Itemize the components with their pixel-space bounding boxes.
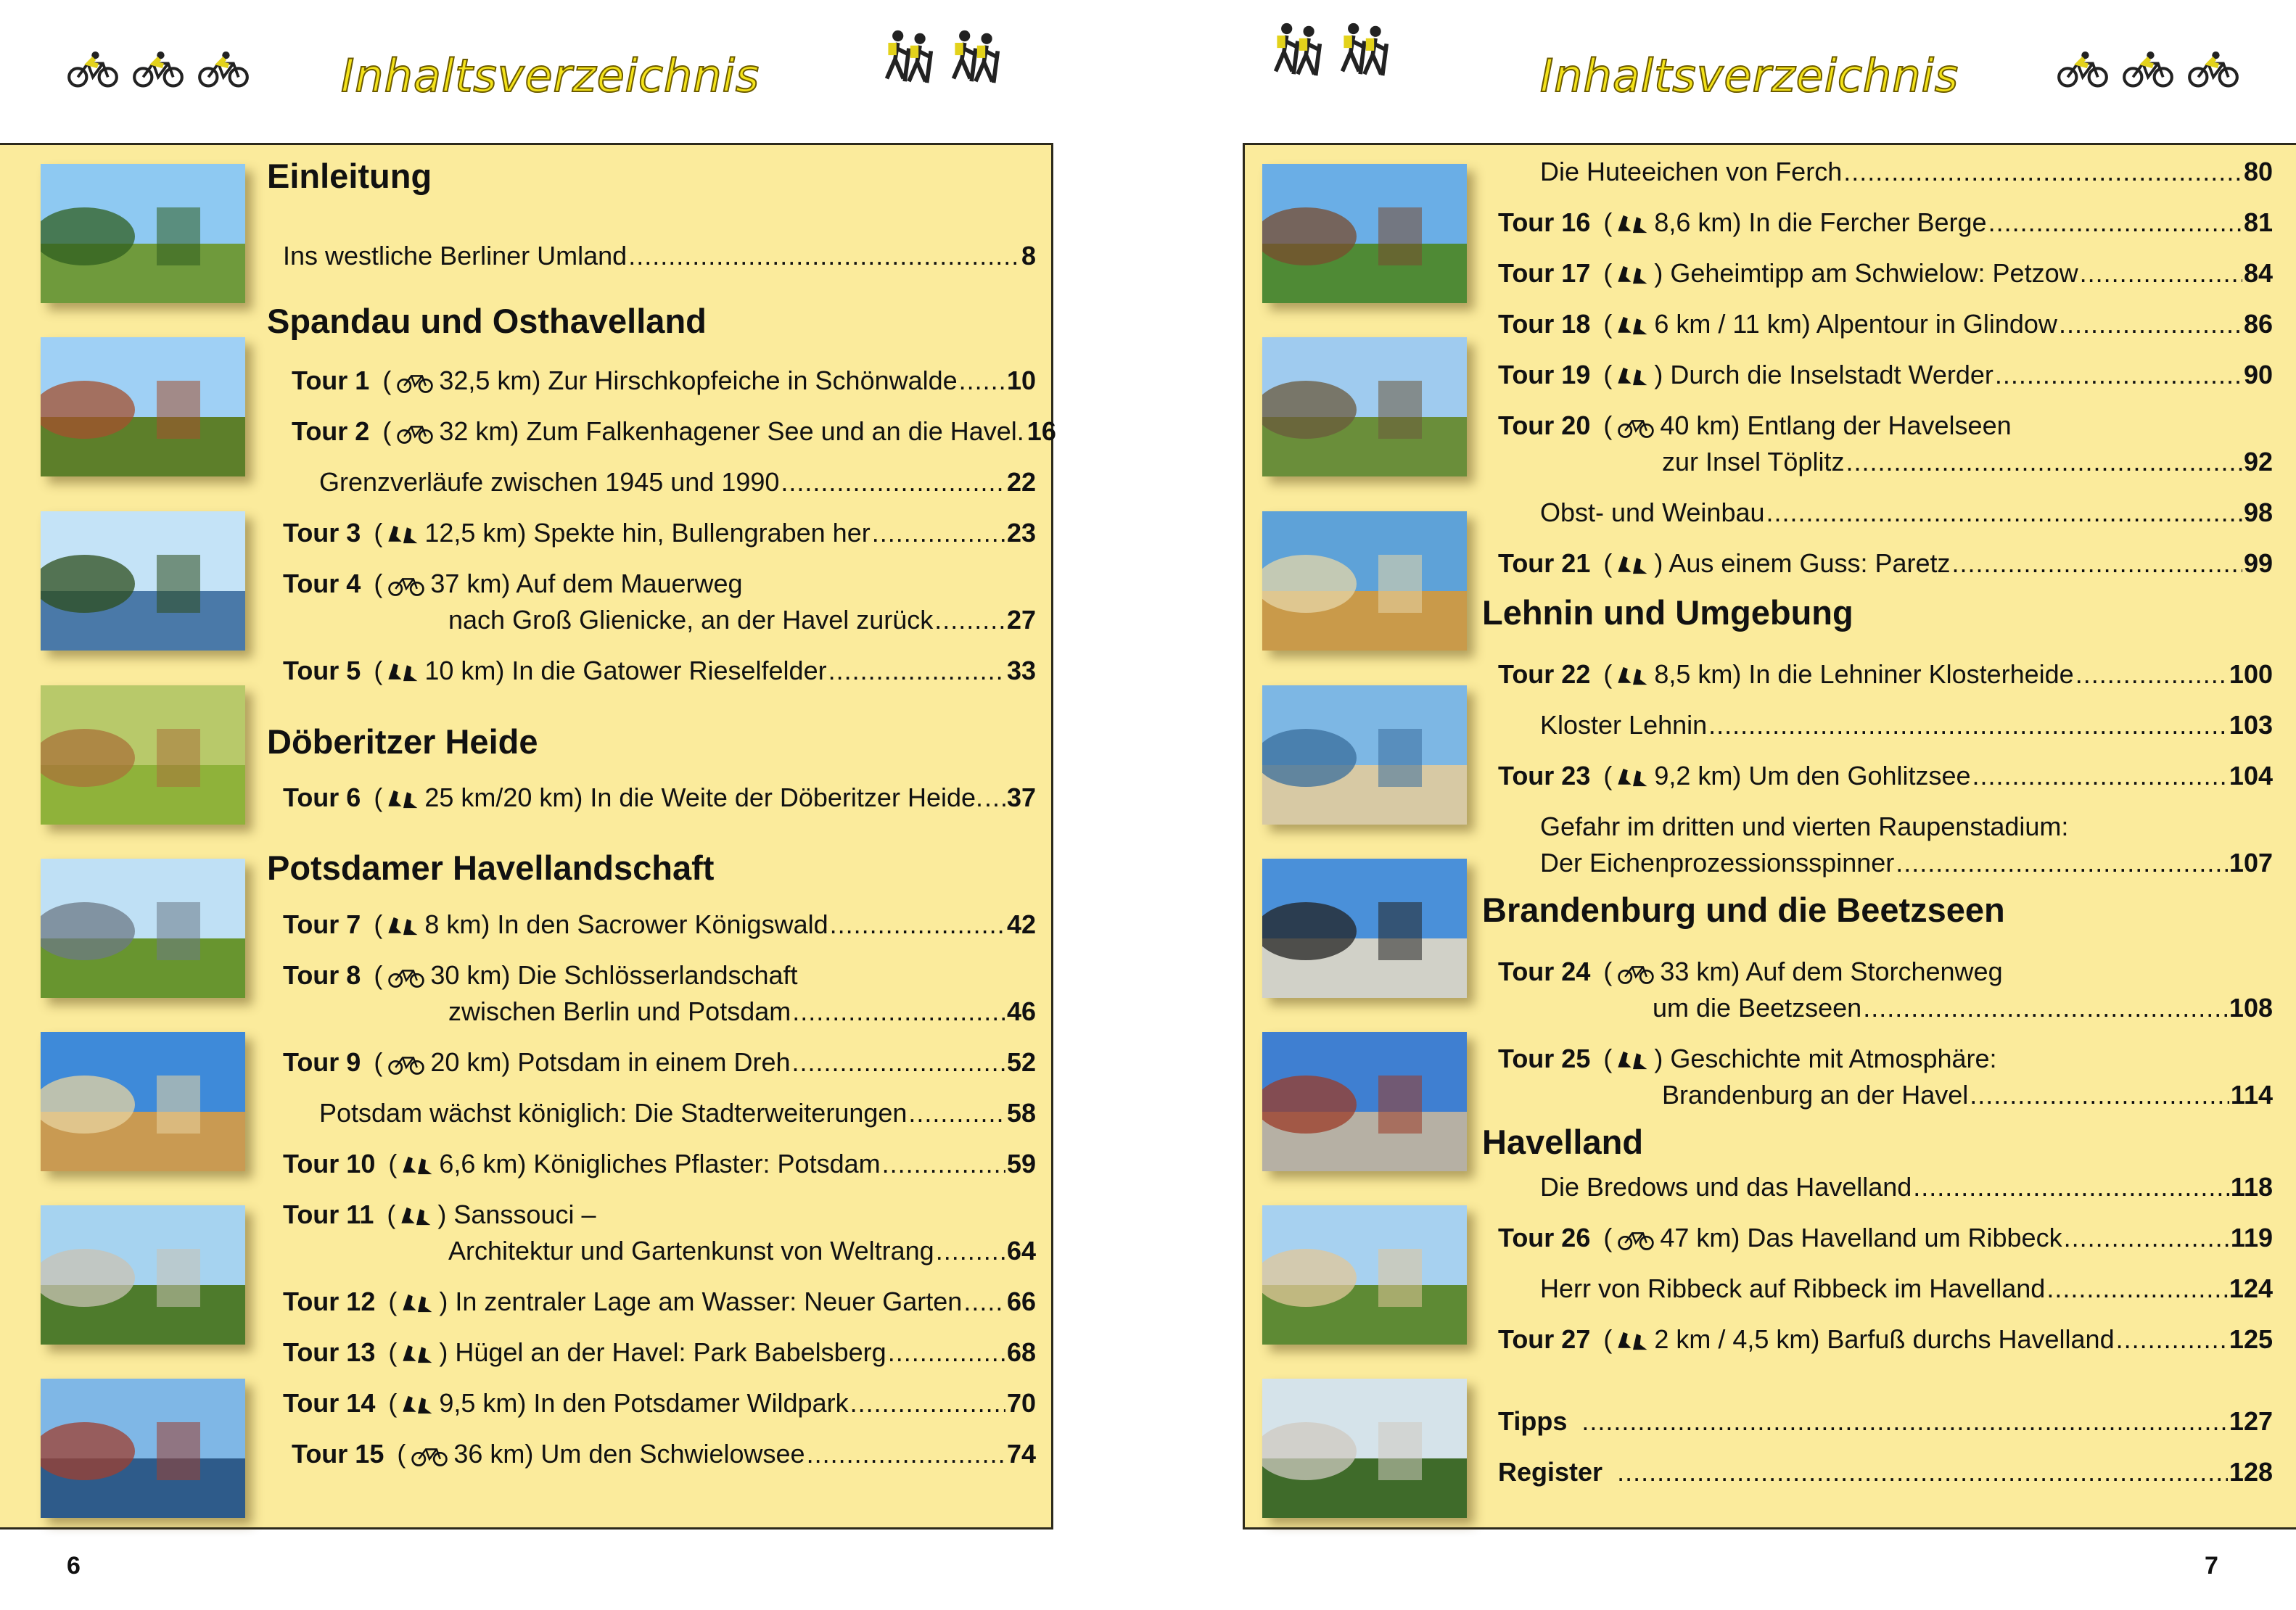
lake-sailboat-bench-photo	[41, 511, 245, 651]
tour-label: Tour 10	[283, 1149, 376, 1178]
dot-leader	[882, 1146, 1005, 1182]
hiking-boots-icon	[397, 1334, 439, 1371]
page-ref: 37	[1006, 783, 1036, 812]
dot-leader	[872, 515, 1005, 551]
mode-open-paren: (	[1603, 207, 1613, 237]
toc-entry	[1498, 1220, 2273, 1256]
dot-leader	[1766, 495, 2242, 531]
entry-title: um die Beetzseen	[1653, 993, 1862, 1023]
dot-leader	[2064, 1220, 2229, 1256]
toc-entry	[1540, 809, 2273, 845]
entry-title: 6,6 km) Königliches Pflaster: Potsdam	[439, 1149, 881, 1178]
dot-leader	[888, 1334, 1005, 1371]
toc-entry	[1662, 444, 2273, 480]
dot-leader	[792, 994, 1005, 1030]
toc-entry	[1498, 1041, 2273, 1077]
hiking-boots-icon	[397, 1385, 439, 1421]
tour-label: Tour 20	[1498, 410, 1591, 440]
entry-title: 9,5 km) In den Potsdamer Wildpark	[439, 1388, 849, 1418]
page-ref: 52	[1006, 1047, 1036, 1077]
entry-title: Kloster Lehnin	[1540, 710, 1708, 740]
left-hiker-icons	[879, 29, 1003, 84]
page-ref: 114	[2230, 1080, 2273, 1110]
toc-entry	[283, 1334, 1036, 1371]
entry-title: 8 km) In den Sacrower Königswald	[424, 909, 828, 939]
toc-entry	[1540, 845, 2273, 881]
page-ref: 128	[2229, 1457, 2273, 1487]
entry-title: ) Hügel an der Havel: Park Babelsberg	[439, 1337, 886, 1367]
page-ref: 92	[2243, 447, 2273, 476]
entry-title: Die Huteeichen von Ferch	[1540, 157, 1843, 186]
dot-leader	[781, 464, 1005, 500]
manor-house-photo	[1262, 1205, 1467, 1345]
toc-entry	[283, 907, 1036, 943]
section-heading: Lehnin und Umgebung	[1482, 593, 1853, 632]
mode-open-paren: (	[1603, 410, 1613, 440]
entry-title: 6 km / 11 km) Alpentour in Glindow	[1654, 309, 2057, 339]
bridge-river-photo	[41, 859, 245, 998]
right-bike-icons	[2055, 51, 2241, 88]
toc-entry	[448, 602, 1036, 638]
tour-label: Tipps	[1498, 1406, 1568, 1436]
toc-entry	[1540, 1271, 2273, 1307]
hiking-boots-icon	[1612, 1041, 1654, 1077]
toc-panel	[1243, 143, 2296, 1530]
hiker-icon	[946, 29, 1003, 84]
tour-label: Tour 17	[1498, 258, 1591, 288]
bike-icon	[406, 1436, 453, 1472]
entry-title: 32,5 km) Zur Hirschkopfeiche in Schönwalde	[439, 366, 958, 395]
toc-entry	[1498, 656, 2273, 693]
entry-title: 8,5 km) In die Lehniner Klosterheide	[1654, 659, 2074, 689]
left-bike-icons	[65, 51, 251, 88]
mode-open-paren: (	[1603, 309, 1613, 339]
dot-leader	[1995, 357, 2242, 393]
bike-icon	[65, 51, 120, 88]
entry-title: Ins westliche Berliner Umland	[283, 241, 628, 271]
entry-title: Der Eichenprozessionsspinner	[1540, 848, 1895, 878]
entry-title: Obst- und Weinbau	[1540, 498, 1765, 527]
church-tower-photo	[1262, 511, 1467, 651]
toc-entry	[283, 1197, 1036, 1233]
entry-title: 36 km) Um den Schwielowsee	[453, 1439, 805, 1469]
page-number: 6	[67, 1552, 81, 1580]
dot-leader	[1863, 990, 2228, 1026]
mode-open-paren: (	[387, 1200, 396, 1229]
entry-title: nach Groß Glienicke, an der Havel zurück	[448, 605, 934, 635]
page-ref: 118	[2230, 1172, 2273, 1202]
bike-icon	[1612, 1220, 1660, 1256]
toc-entry	[283, 1385, 1036, 1421]
toc-entry	[292, 413, 1056, 450]
tour-label: Tour 9	[283, 1047, 361, 1077]
hiking-boots-icon	[1612, 255, 1654, 292]
mode-open-paren: (	[374, 1047, 383, 1077]
entry-title: 37 km) Auf dem Mauerweg	[430, 569, 743, 598]
toc-entry	[1498, 408, 2273, 444]
dot-leader	[959, 363, 1005, 399]
page-ref: 80	[2243, 157, 2273, 186]
page-ref: 103	[2229, 710, 2273, 740]
entry-title: Gefahr im dritten und vierten Raupenstadium:	[1540, 812, 2069, 841]
entry-title: 20 km) Potsdam in einem Dreh	[430, 1047, 791, 1077]
entry-title: ) Durch die Inselstadt Werder	[1654, 360, 1993, 389]
tour-label: Tour 21	[1498, 548, 1591, 578]
dot-leader	[1972, 758, 2228, 794]
toc-entry	[1662, 1077, 2273, 1113]
entry-title: 25 km/20 km) In die Weite der Döberitzer Heide.	[424, 783, 984, 812]
brandenburg-gate-fountain-photo	[41, 1032, 245, 1171]
mode-open-paren: (	[388, 1149, 398, 1178]
hiker-icon	[879, 29, 936, 84]
hiking-boots-icon	[397, 1284, 439, 1320]
hiking-boots-icon	[382, 515, 424, 551]
tour-label: Tour 5	[283, 656, 361, 685]
tour-label: Tour 26	[1498, 1223, 1591, 1252]
page-ref: 127	[2229, 1406, 2273, 1436]
toc-entry	[292, 363, 1036, 399]
page-ref: 23	[1006, 518, 1036, 548]
toc-entry	[1498, 954, 2273, 990]
toc-entry	[1498, 306, 2273, 342]
dot-leader	[1896, 845, 2228, 881]
dot-leader	[934, 602, 1005, 638]
hiking-boots-icon	[382, 907, 424, 943]
toc-entry	[283, 238, 1036, 274]
section-heading: Einleitung	[267, 157, 432, 195]
entry-title: 47 km) Das Havelland um Ribbeck	[1660, 1223, 2062, 1252]
dot-leader	[1952, 545, 2242, 582]
page-ref: 68	[1006, 1337, 1036, 1367]
page-number: 7	[2205, 1552, 2218, 1580]
toc-entry	[283, 566, 1036, 602]
entry-title: Herr von Ribbeck auf Ribbeck im Havelland	[1540, 1273, 2046, 1303]
page-ref: 99	[2243, 548, 2273, 578]
mode-open-paren: (	[388, 1388, 398, 1418]
page-ref: 46	[1006, 996, 1036, 1026]
bike-icon	[382, 957, 430, 994]
page-ref: 66	[1006, 1287, 1036, 1316]
page-title: Inhaltsverzeichnis	[1540, 49, 1959, 102]
page-ref: 22	[1006, 467, 1036, 497]
page-ref: 16	[1026, 416, 1056, 446]
mode-open-paren: (	[1603, 659, 1613, 689]
hiking-boots-icon	[1612, 656, 1654, 693]
entry-title: 40 km) Entlang der Havelseen	[1660, 410, 2012, 440]
section-heading: Brandenburg und die Beetzseen	[1482, 891, 2005, 929]
toc-entry	[1498, 1403, 2273, 1440]
dot-leader	[830, 907, 1005, 943]
dot-leader	[1617, 1454, 2228, 1490]
entry-title: ) Aus einem Guss: Paretz	[1654, 548, 1951, 578]
sculpture-frame-photo	[1262, 1379, 1467, 1518]
toc-entry	[1540, 154, 2273, 190]
mode-open-paren: (	[1603, 1044, 1613, 1073]
dot-leader	[1581, 1403, 2228, 1440]
page-ref: 124	[2229, 1273, 2273, 1303]
bike-icon	[391, 413, 439, 450]
tour-label: Tour 19	[1498, 360, 1591, 389]
bike-icon	[1612, 408, 1660, 444]
toc-entry	[1540, 707, 2273, 743]
hiking-boots-icon	[1612, 758, 1654, 794]
dot-leader	[1970, 1077, 2229, 1113]
toc-entry	[1540, 495, 2273, 531]
dot-leader	[984, 780, 1005, 816]
hiking-boots-icon	[382, 780, 424, 816]
tour-label: Tour 1	[292, 366, 370, 395]
toc-entry	[283, 957, 1036, 994]
entry-title: 32 km) Zum Falkenhagener See und an die Havel.	[439, 416, 1024, 446]
page-ref: 58	[1006, 1098, 1036, 1128]
dot-leader	[1708, 707, 2228, 743]
entry-title: Die Bredows und das Havelland	[1540, 1172, 1912, 1202]
dot-leader	[1913, 1169, 2229, 1205]
bike-icon	[382, 1044, 430, 1081]
entry-title: ) Geschichte mit Atmosphäre:	[1654, 1044, 1997, 1073]
hiking-boots-icon	[1612, 1321, 1654, 1358]
toc-entry	[1498, 1321, 2273, 1358]
bike-icon	[2186, 51, 2241, 88]
tour-label: Register	[1498, 1457, 1603, 1487]
entry-title: 10 km) In die Gatower Rieselfelder	[424, 656, 827, 685]
page-ref: 70	[1006, 1388, 1036, 1418]
dot-leader	[2080, 255, 2242, 292]
mode-open-paren: (	[374, 656, 383, 685]
tour-label: Tour 6	[283, 783, 361, 812]
page-ref: 8	[1021, 241, 1036, 271]
section-heading: Potsdamer Havellandschaft	[267, 849, 715, 887]
page-title: Inhaltsverzeichnis	[341, 49, 760, 102]
mode-open-paren: (	[1603, 548, 1613, 578]
tour-label: Tour 16	[1498, 207, 1591, 237]
page-ref: 100	[2229, 659, 2273, 689]
dot-leader	[807, 1436, 1005, 1472]
entry-title: ) Geheimtipp am Schwielow: Petzow	[1654, 258, 2078, 288]
entry-title: Architektur und Gartenkunst von Weltrang	[448, 1236, 934, 1266]
page-ref: 119	[2230, 1223, 2273, 1252]
tour-label: Tour 18	[1498, 309, 1591, 339]
dot-leader	[1846, 444, 2242, 480]
page-ref: 81	[2243, 207, 2273, 237]
stork-photo	[1262, 859, 1467, 998]
toc-entry	[1653, 990, 2273, 1026]
hiking-boots-icon	[1612, 205, 1654, 241]
mode-open-paren: (	[1603, 1324, 1613, 1354]
town-square-fountain-photo	[1262, 1032, 1467, 1171]
toc-entry	[1540, 1169, 2273, 1205]
hiking-boots-icon	[397, 1146, 439, 1182]
hiker-icon	[1268, 22, 1325, 77]
couple-bikes-lake-photo	[41, 1379, 245, 1518]
toc-entry	[1498, 357, 2273, 393]
dot-leader	[936, 1233, 1005, 1269]
mode-open-paren: (	[374, 518, 383, 548]
toc-entry	[1498, 255, 2273, 292]
page-ref: 86	[2243, 309, 2273, 339]
tour-label: Tour 22	[1498, 659, 1591, 689]
dot-leader	[628, 238, 1020, 274]
dot-leader	[792, 1044, 1005, 1081]
page-ref: 42	[1006, 909, 1036, 939]
dot-leader	[2075, 656, 2228, 693]
page-ref: 98	[2243, 498, 2273, 527]
lake-jetty-photo	[1262, 685, 1467, 825]
toc-entry	[283, 780, 1036, 816]
dot-leader	[963, 1284, 1005, 1320]
mode-open-paren: (	[374, 960, 383, 990]
toc-entry	[319, 464, 1036, 500]
dot-leader	[828, 653, 1005, 689]
entry-title: 33 km) Auf dem Storchenweg	[1660, 957, 2003, 986]
page-ref: 90	[2243, 360, 2273, 389]
water-tower-photo	[1262, 164, 1467, 303]
page-ref: 104	[2229, 761, 2273, 790]
mode-open-paren: (	[374, 909, 383, 939]
mode-open-paren: (	[382, 416, 392, 446]
dot-leader	[1988, 205, 2242, 241]
entry-title: ) In zentraler Lage am Wasser: Neuer Garten	[439, 1287, 963, 1316]
entry-title: ) Sanssouci –	[437, 1200, 596, 1229]
page-ref: 125	[2229, 1324, 2273, 1354]
hiking-boots-icon	[1612, 545, 1654, 582]
right-page	[1148, 0, 2296, 1610]
mode-open-paren: (	[1603, 258, 1613, 288]
page-ref: 84	[2243, 258, 2273, 288]
entry-title: 9,2 km) Um den Gohlitzsee	[1654, 761, 1971, 790]
tour-label: Tour 3	[283, 518, 361, 548]
cyclist-lake-photo	[41, 164, 245, 303]
tour-label: Tour 12	[283, 1287, 376, 1316]
horse-meadow-photo	[41, 685, 245, 825]
tour-label: Tour 14	[283, 1388, 376, 1418]
tour-label: Tour 7	[283, 909, 361, 939]
toc-entry	[283, 1044, 1036, 1081]
page-ref: 107	[2229, 848, 2273, 878]
toc-entry	[448, 1233, 1036, 1269]
sanssouci-park-photo	[41, 1205, 245, 1345]
mode-open-paren: (	[388, 1287, 398, 1316]
dot-leader	[850, 1385, 1005, 1421]
mode-open-paren: (	[1603, 957, 1613, 986]
dot-leader	[2059, 306, 2242, 342]
mode-open-paren: (	[397, 1439, 406, 1469]
tour-label: Tour 25	[1498, 1044, 1591, 1073]
entry-title: 30 km) Die Schlösserlandschaft	[430, 960, 798, 990]
page-ref: 74	[1006, 1439, 1036, 1469]
entry-title: 2 km / 4,5 km) Barfuß durchs Havelland	[1654, 1324, 2115, 1354]
mode-open-paren: (	[374, 569, 383, 598]
toc-entry	[1498, 1454, 2273, 1490]
section-heading: Havelland	[1482, 1123, 1644, 1161]
page-ref: 10	[1006, 366, 1036, 395]
bike-icon	[382, 566, 430, 602]
tour-label: Tour 24	[1498, 957, 1591, 986]
toc-entry	[1498, 545, 2273, 582]
mode-open-paren: (	[1603, 761, 1613, 790]
hiking-boots-icon	[382, 653, 424, 689]
tour-label: Tour 15	[292, 1439, 384, 1469]
tour-label: Tour 27	[1498, 1324, 1591, 1354]
bike-icon	[2120, 51, 2176, 88]
right-hiker-icons	[1268, 22, 1391, 77]
tour-label: Tour 2	[292, 416, 370, 446]
dot-leader	[1843, 154, 2242, 190]
mode-open-paren: (	[374, 783, 383, 812]
mode-open-paren: (	[382, 366, 392, 395]
dot-leader	[2046, 1271, 2228, 1307]
hiking-boots-icon	[395, 1197, 437, 1233]
page-ref: 64	[1006, 1236, 1036, 1266]
timber-house-cyclist-photo	[41, 337, 245, 476]
toc-entry	[283, 1284, 1036, 1320]
tour-label: Tour 4	[283, 569, 361, 598]
entry-title: zwischen Berlin und Potsdam	[448, 996, 791, 1026]
toc-panel	[0, 143, 1056, 1530]
tour-label: Tour 23	[1498, 761, 1591, 790]
dot-leader	[908, 1095, 1005, 1131]
page-ref: 59	[1006, 1149, 1036, 1178]
bike-icon	[196, 51, 251, 88]
toc-entry	[283, 515, 1036, 551]
section-heading: Döberitzer Heide	[267, 722, 538, 761]
hiking-boots-icon	[1612, 357, 1654, 393]
mode-open-paren: (	[1603, 1223, 1613, 1252]
page-ref: 27	[1006, 605, 1036, 635]
toc-entry	[1498, 205, 2273, 241]
toc-entry	[319, 1095, 1036, 1131]
mode-open-paren: (	[1603, 360, 1613, 389]
hiking-boots-icon	[1612, 306, 1654, 342]
bike-icon	[391, 363, 439, 399]
tour-label: Tour 8	[283, 960, 361, 990]
toc-entry	[292, 1436, 1036, 1472]
entry-title: Brandenburg an der Havel	[1662, 1080, 1969, 1110]
dot-leader	[2116, 1321, 2228, 1358]
bike-icon	[2055, 51, 2110, 88]
section-heading: Spandau und Osthavelland	[267, 302, 707, 340]
entry-title: 12,5 km) Spekte hin, Bullengraben her	[424, 518, 871, 548]
entry-title: Grenzverläufe zwischen 1945 und 1990	[319, 467, 780, 497]
wooden-pier-photo	[1262, 337, 1467, 476]
tour-label: Tour 13	[283, 1337, 376, 1367]
page-ref: 33	[1006, 656, 1036, 685]
toc-entry	[448, 994, 1036, 1030]
entry-title: 8,6 km) In die Fercher Berge	[1654, 207, 1987, 237]
entry-title: Potsdam wächst königlich: Die Stadterweiterungen	[319, 1098, 908, 1128]
page-ref: 108	[2229, 993, 2273, 1023]
entry-title: zur Insel Töplitz	[1662, 447, 1845, 476]
toc-entry	[283, 653, 1036, 689]
tour-label: Tour 11	[283, 1200, 374, 1229]
bike-icon	[131, 51, 186, 88]
hiker-icon	[1335, 22, 1391, 77]
bike-icon	[1612, 954, 1660, 990]
toc-entry	[283, 1146, 1036, 1182]
mode-open-paren: (	[388, 1337, 398, 1367]
toc-entry	[1498, 758, 2273, 794]
